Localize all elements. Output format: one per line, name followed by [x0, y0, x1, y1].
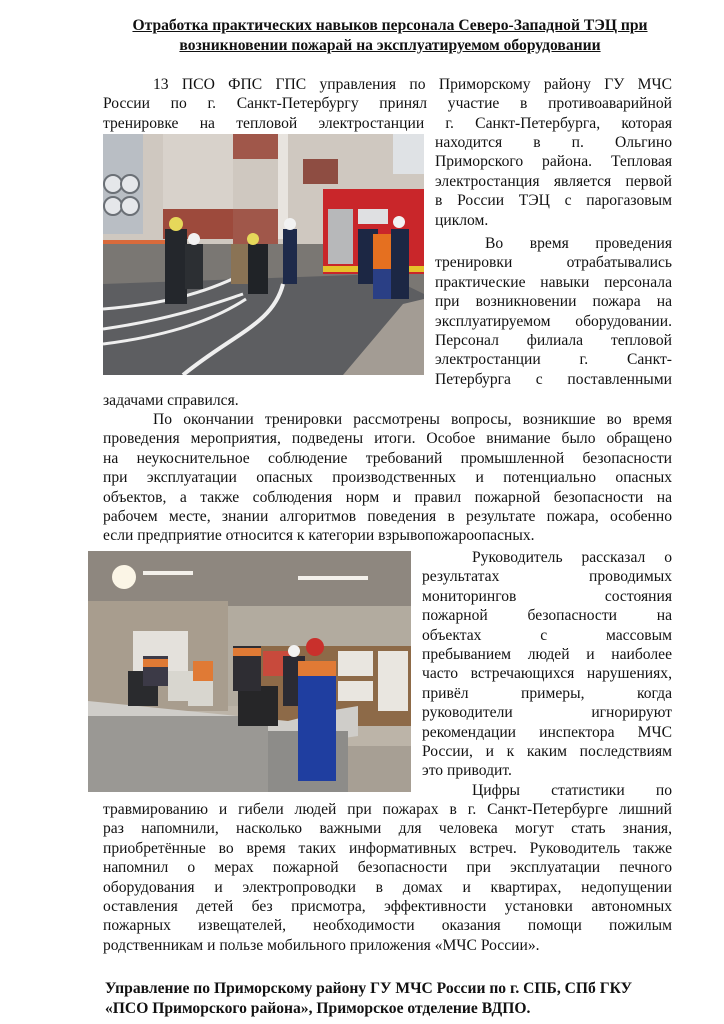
fire-drill-outdoor-photo — [103, 134, 424, 375]
text-line: оставления детей без присмотра, эффективности установки автономных — [103, 898, 672, 916]
side-line: находится в п. Ольгино — [435, 134, 672, 151]
side-line: результатах проводимых — [422, 568, 672, 586]
paragraph-results — [103, 410, 672, 546]
side-line: рекомендации инспектора МЧС — [422, 723, 672, 741]
text-line: объектов, а также соблюдения норм и правил пожарной безопасности на — [103, 488, 672, 506]
text-line: при эксплуатации опасных производственных и потенциально опасных — [103, 469, 672, 487]
continuation-line — [103, 391, 672, 410]
title-line-1: Отработка практических навыков персонала Северо-Западной ТЭЦ при — [132, 17, 648, 34]
side-paragraph-location — [435, 133, 672, 230]
text-line: задачами справился. — [103, 392, 239, 409]
fire-drill-scene-icon — [103, 134, 424, 375]
side-line: мониторингов состояния — [422, 587, 672, 605]
side-line: в России ТЭЦ с парогазовым — [435, 192, 672, 210]
side-line: электростанции г. Санкт- — [435, 351, 672, 369]
title-line-2: возникновении пожарай на эксплуатируемом оборудовании — [179, 36, 601, 54]
side-line: электростанция является первой — [435, 172, 672, 190]
side-line: Персонал филиала тепловой — [435, 332, 672, 350]
intro-line: 13 ПСО ФПС ГПС управления по Приморскому району ГУ МЧС — [153, 76, 672, 93]
text-line: проведения мероприятия, подведены итоги. Особое внимание было обращено — [103, 430, 672, 448]
side-paragraph-training — [435, 234, 672, 389]
paragraph-statistics — [103, 800, 672, 955]
text-line: родственникам и пользе мобильного приложения «МЧС России». — [103, 936, 540, 954]
text-line: травмированию и гибели людей при пожарах в г. Санкт-Петербурге лишний — [103, 801, 672, 818]
page-title — [90, 16, 690, 55]
side-line: часто встречающихся нарушениях, — [422, 665, 672, 683]
intro-line: тренировке на тепловой электростанции г. Санкт-Петербурга, которая — [103, 114, 672, 132]
text-line: если предприятие относится к категории взрывопожароопасных. — [103, 527, 535, 545]
side-paragraph-monitoring — [422, 548, 672, 800]
text-line: пожарных извещателей, необходимости оказания помощи пожилым — [103, 917, 672, 935]
signature-line-2: «ПСО Приморского района», Приморское отделение ВДПО. — [105, 999, 531, 1017]
side-line: Приморского района. Тепловая — [435, 153, 672, 171]
side-line: Во время проведения — [485, 235, 672, 252]
text-line: оборудования и электропроводки в домах и квартирах, недопущении — [103, 878, 672, 896]
text-line: на неукоснительное соблюдение требований промышленной безопасности — [103, 449, 672, 467]
text-line: приобретённые во время таких информативных встреч. Руководитель также — [103, 839, 672, 857]
side-line: привёл примеры, когда — [422, 684, 672, 702]
side-line: практические навыки персонала — [435, 273, 672, 291]
side-line: Руководитель рассказал о — [472, 549, 672, 566]
intro-line: России по г. Санкт-Петербургу принял участие в противоаварийной — [103, 95, 672, 113]
intro-paragraph — [103, 75, 672, 133]
side-line: это приводит. — [422, 762, 512, 780]
control-room-photo — [88, 551, 411, 792]
control-room-scene-icon — [88, 551, 411, 792]
text-line: напомнил о мерах пожарной безопасности при эксплуатации печного — [103, 859, 672, 877]
signature-line-1: Управление по Приморскому району ГУ МЧС России по г. СПБ, СПб ГКУ — [105, 980, 633, 997]
side-line: России, и к каким последствиям — [422, 743, 672, 761]
side-line: эксплуатируемом оборудовании. — [435, 312, 672, 330]
text-line: раз напомнили, насколько важными для человека могут стать знания, — [103, 820, 672, 838]
side-line: циклом. — [435, 211, 489, 229]
side-line: при возникновении пожара на — [435, 293, 672, 311]
side-line: пребыванием людей и наиболее — [422, 646, 672, 664]
side-line: объектах с массовым — [422, 626, 672, 644]
text-line: По окончании тренировки рассмотрены вопросы, возникшие во время — [153, 411, 672, 428]
side-line: руководители игнорируют — [422, 704, 672, 722]
signature-block — [105, 979, 685, 1018]
side-line: Петербурга с поставленными — [435, 370, 672, 388]
text-line: рабочем месте, знании алгоритмов поведения в результате пожара, особенно — [103, 508, 672, 526]
side-line: тренировки отрабатывались — [435, 254, 672, 272]
side-line: Цифры статистики по — [472, 781, 672, 799]
side-line: пожарной безопасности на — [422, 607, 672, 625]
